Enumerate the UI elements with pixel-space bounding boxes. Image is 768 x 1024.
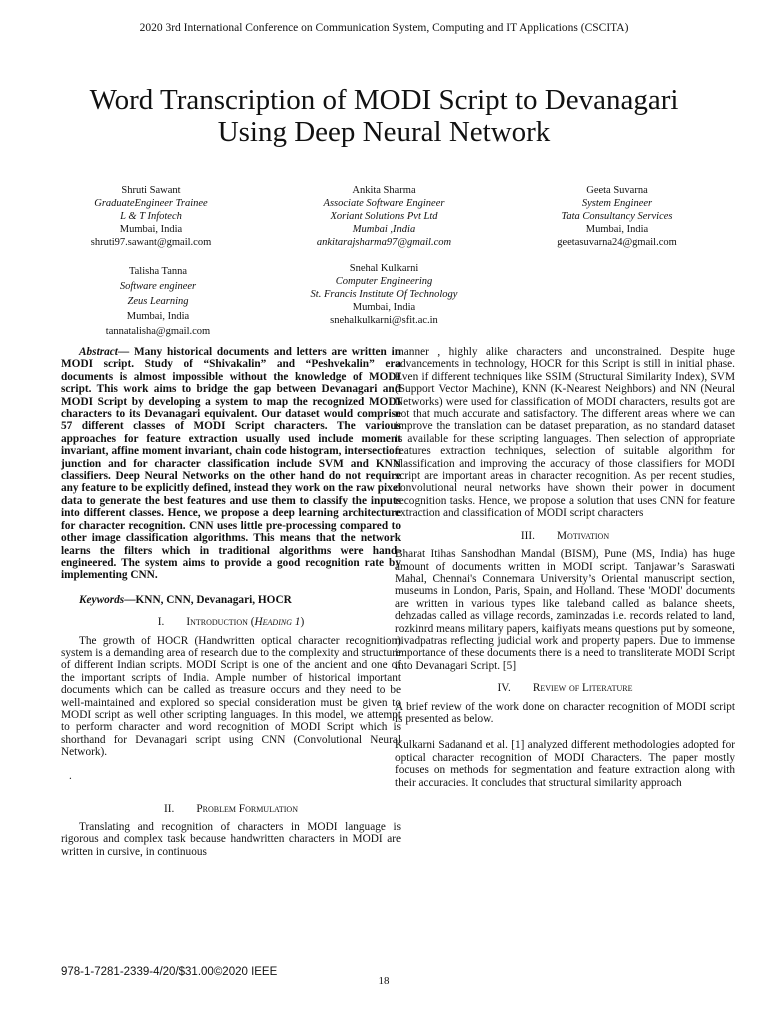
author-org: Xoriant Solutions Pvt Ltd <box>330 211 438 222</box>
conference-header: 2020 3rd International Conference on Communication System, Computing and IT Applications (CSCITA) <box>139 22 629 34</box>
keywords-label: Keywords <box>79 593 125 606</box>
author-org: Tata Consultancy Services <box>561 211 673 222</box>
section-heading: IV. Review of Literature <box>497 682 633 695</box>
section-heading: I. Introduction (Heading 1) <box>157 616 305 629</box>
author-role: Associate Software Engineer <box>323 198 445 209</box>
author-email: tannatalisha@gmail.com <box>105 326 211 337</box>
keywords-text: —KNN, CNN, Devanagari, HOCR <box>124 593 292 606</box>
author-location: Mumbai ,India <box>352 224 416 235</box>
author-email: ankitarajsharma97@gmail.com <box>316 237 452 248</box>
title-line-1: Word Transcription of MODI Script to Devanagari <box>89 84 679 116</box>
title-line-2: Using Deep Neural Network <box>217 116 551 148</box>
problem-paragraph: Translating and recognition of characters in MODI language is rigorous and complex task because handwritten characters in MODI are written in cursive, in continuous <box>61 821 401 858</box>
author-name: Geeta Suvarna <box>586 185 648 196</box>
author-org: Zeus Learning <box>127 296 189 307</box>
author-role: Computer Engineering <box>335 276 433 287</box>
author-block <box>279 184 489 249</box>
left-column <box>61 346 401 858</box>
author-name: Ankita Sharma <box>352 185 416 196</box>
author-name: Shruti Sawant <box>121 185 181 196</box>
review-paragraph: A brief review of the work done on character recognition of MODI script is presented as below. <box>395 700 735 725</box>
review-paragraph: Kulkarni Sadanand et al. [1] analyzed different methodologies adopted for optical character recognition of MODI Characters. The paper mostly focuses on methods for segmentation and feature extraction along with their accuracies. It concludes that structural similarity approach <box>395 739 735 789</box>
motivation-paragraph: Bharat Itihas Sanshodhan Mandal (BISM), Pune (MS, India) has huge amount of documents written in MODI script. Tanjawar’s Saraswati Mahal, Chennai's Connemara University’s Oriental manuscript section, museums in London, Paris, Spain, and Holland. These 'MODI' documents are written in various types like taleband called as balance sheets, dehzadas called as village records, zaminzadas i.e. records related to land, rozkinrd means military papers, kaifiyats means questions put by someone, nivadpatras reflecting judicial work and property papers. Due to immense importance of these documents there is a need to transliterate MODI Script into Devanagari Script. [5] <box>395 548 735 672</box>
problem-paragraph-continued: manner , highly alike characters and unconstrained. Despite huge advancements in technology, HOCR for this Script is still in initial phase. Even if different techniques like SSIM (Structural Similarity Index), SVM (Support Vector Machine), KNN (K-Nearest Neighbors) and NN (Neural Networks) were used for classification of MODI characters, results got are not that much accurate and satisfactory. The different areas where we can improve the translation can be dataset preparation, as no standard dataset is available for these scripting languages. Then selection of appropriate features extraction techniques, selection of suitable algorithm for classification and improving the accuracy of those classifiers for MODI script are important areas in character recognition. As per recent studies, convolutional neural networks have shown their power in document recognition tasks. Hence, we propose a solution that uses CNN for feature extraction and classification of MODI script characters <box>395 346 735 520</box>
right-column <box>395 346 735 789</box>
page-number: 18 <box>378 975 390 987</box>
abstract <box>61 346 401 582</box>
author-email: snehalkulkarni@sfit.ac.in <box>330 315 438 326</box>
author-block <box>512 184 722 249</box>
abstract-label: Abstract <box>79 346 118 358</box>
paper-title <box>40 84 728 148</box>
author-block <box>279 262 489 327</box>
author-name: Snehal Kulkarni <box>349 263 419 274</box>
author-location: Mumbai, India <box>119 224 183 235</box>
author-org: St. Francis Institute Of Technology <box>310 289 458 300</box>
author-email: shruti97.sawant@gmail.com <box>90 237 212 248</box>
author-block <box>46 184 256 249</box>
author-location: Mumbai, India <box>585 224 649 235</box>
intro-paragraph: The growth of HOCR (Handwritten optical character recognition) system is a demanding area of research due to the complexity and structure of different Indian scripts. MODI Script is one of the ancient and one of the important scripts of India. Ample number of historical important documents which can be called as treasure occurs and they need to be well-maintained and explored so special consideration must be given to MODI script as well other scripting languages. In this model, we attempt to perform character and word recognition of MODI Script which is shorthand for Devanagari script using CNN (Convolutional Neural Network). <box>61 634 401 759</box>
author-role: Software engineer <box>119 281 197 292</box>
stray-dot: . <box>69 769 72 782</box>
copyright-footer: 978-1-7281-2339-4/20/$31.00©2020 IEEE <box>61 966 278 978</box>
keywords <box>61 594 401 606</box>
author-role: System Engineer <box>581 198 653 209</box>
author-location: Mumbai, India <box>352 302 416 313</box>
author-email: geetasuvarna24@gmail.com <box>557 237 677 248</box>
author-org: L & T Infotech <box>120 211 182 222</box>
author-block <box>53 264 263 339</box>
abstract-text: — Many historical documents and letters are written in MODI script. Study of “Shivakalin” and “Peshvekalin” era documents is almost impossible without the knowledge of MODI script. This work aims to bridge the gap between Devanagari and MODI Script by developing a system to map the recognized MODI characters to its Devanagari equivalent. Our dataset would comprise 57 different classes of MODI Script characters. The various approaches for feature extraction usually used include moment invariant, affine moment invariant, chain code histogram, intersection junction and for character classification include SVM and KNN classifiers. Deep Neural Networks on the other hand do not require any feature to be explicitly defined, instead they work on the raw pixel data to generate the best features and use them to classify the inputs into different classes. Hence, we propose a deep learning architecture for character recognition. CNN uses little pre-processing compared to other image classification algorithms. This means that the network learns the filters which in traditional algorithms were hand-engineered. The system aims to provide a good recognition rate by implementing CNN. <box>61 346 401 582</box>
author-location: Mumbai, India <box>126 311 190 322</box>
section-heading: II. Problem Formulation <box>164 802 298 815</box>
author-name: Talisha Tanna <box>128 266 188 277</box>
author-role: GraduateEngineer Trainee <box>94 198 208 209</box>
section-heading: III. Motivation <box>520 529 610 542</box>
